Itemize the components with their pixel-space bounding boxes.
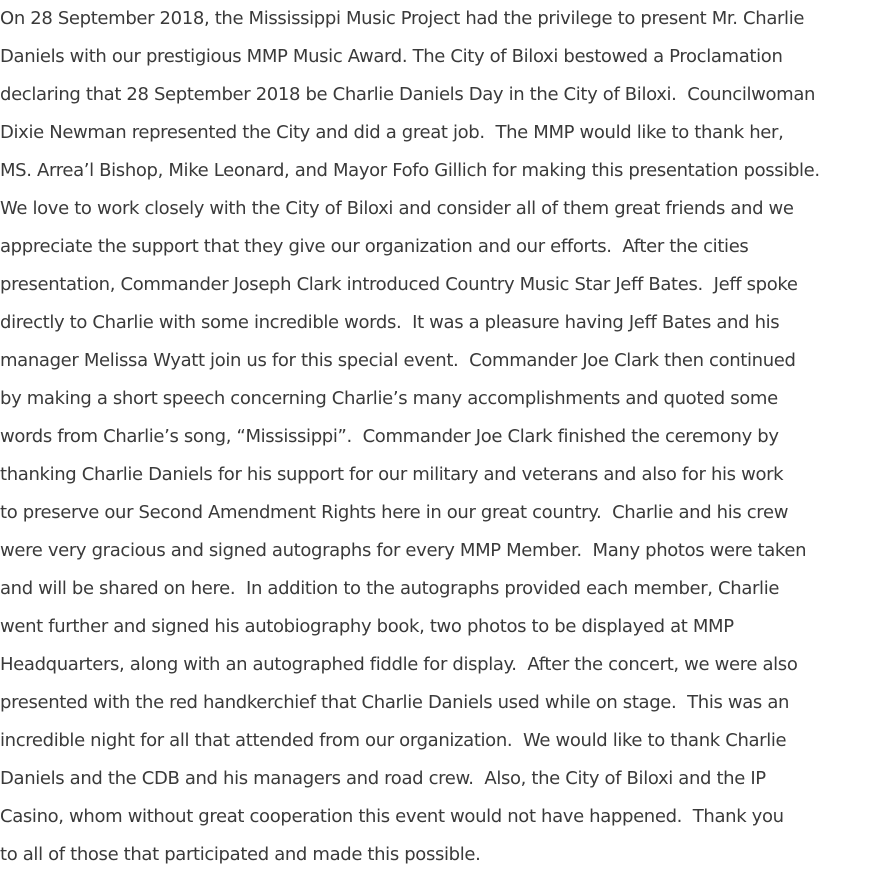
paragraph-line: Dixie Newman represented the City and did a great job. The MMP would like to thank her, — [0, 122, 784, 143]
paragraph-line: thanking Charlie Daniels for his support for our military and veterans and also for his work — [0, 464, 784, 485]
paragraph-line: presentation, Commander Joseph Clark introduced Country Music Star Jeff Bates. Jeff spoke — [0, 274, 798, 295]
paragraph-line: presented with the red handkerchief that Charlie Daniels used while on stage. This was an — [0, 692, 790, 713]
paragraph-line: Headquarters, along with an autographed fiddle for display. After the concert, we were also — [0, 654, 798, 675]
paragraph-line: to preserve our Second Amendment Rights here in our great country. Charlie and his crew — [0, 502, 789, 523]
paragraph-line: Daniels and the CDB and his managers and road crew. Also, the City of Biloxi and the IP — [0, 768, 766, 789]
paragraph-line: We love to work closely with the City of Biloxi and consider all of them great friends and we — [0, 198, 794, 219]
paragraph-line: were very gracious and signed autographs for every MMP Member. Many photos were taken — [0, 540, 807, 561]
paragraph-line: directly to Charlie with some incredible words. It was a pleasure having Jeff Bates and his — [0, 312, 780, 333]
paragraph-line: and will be shared on here. In addition to the autographs provided each member, Charlie — [0, 578, 780, 599]
paragraph-line: Casino, whom without great cooperation this event would not have happened. Thank you — [0, 806, 784, 827]
paragraph-line: went further and signed his autobiography book, two photos to be displayed at MMP — [0, 616, 734, 637]
paragraph-line: declaring that 28 September 2018 be Charlie Daniels Day in the City of Biloxi. Councilwoman — [0, 84, 816, 105]
paragraph-line: appreciate the support that they give our organization and our efforts. After the cities — [0, 236, 749, 257]
paragraph-line: On 28 September 2018, the Mississippi Music Project had the privilege to present Mr. Charlie — [0, 8, 805, 29]
paragraph-line: by making a short speech concerning Charlie’s many accomplishments and quoted some — [0, 388, 778, 409]
paragraph-line: to all of those that participated and made this possible. — [0, 844, 481, 865]
paragraph-line: Daniels with our prestigious MMP Music Award. The City of Biloxi bestowed a Proclamation — [0, 46, 783, 67]
paragraph-line: incredible night for all that attended from our organization. We would like to thank Charlie — [0, 730, 787, 751]
paragraph-line: MS. Arrea’l Bishop, Mike Leonard, and Mayor Fofo Gillich for making this presentation possible. — [0, 160, 820, 181]
paragraph-line: words from Charlie’s song, “Mississippi”. Commander Joe Clark finished the ceremony by — [0, 426, 779, 447]
paragraph-line: manager Melissa Wyatt join us for this special event. Commander Joe Clark then continued — [0, 350, 796, 371]
